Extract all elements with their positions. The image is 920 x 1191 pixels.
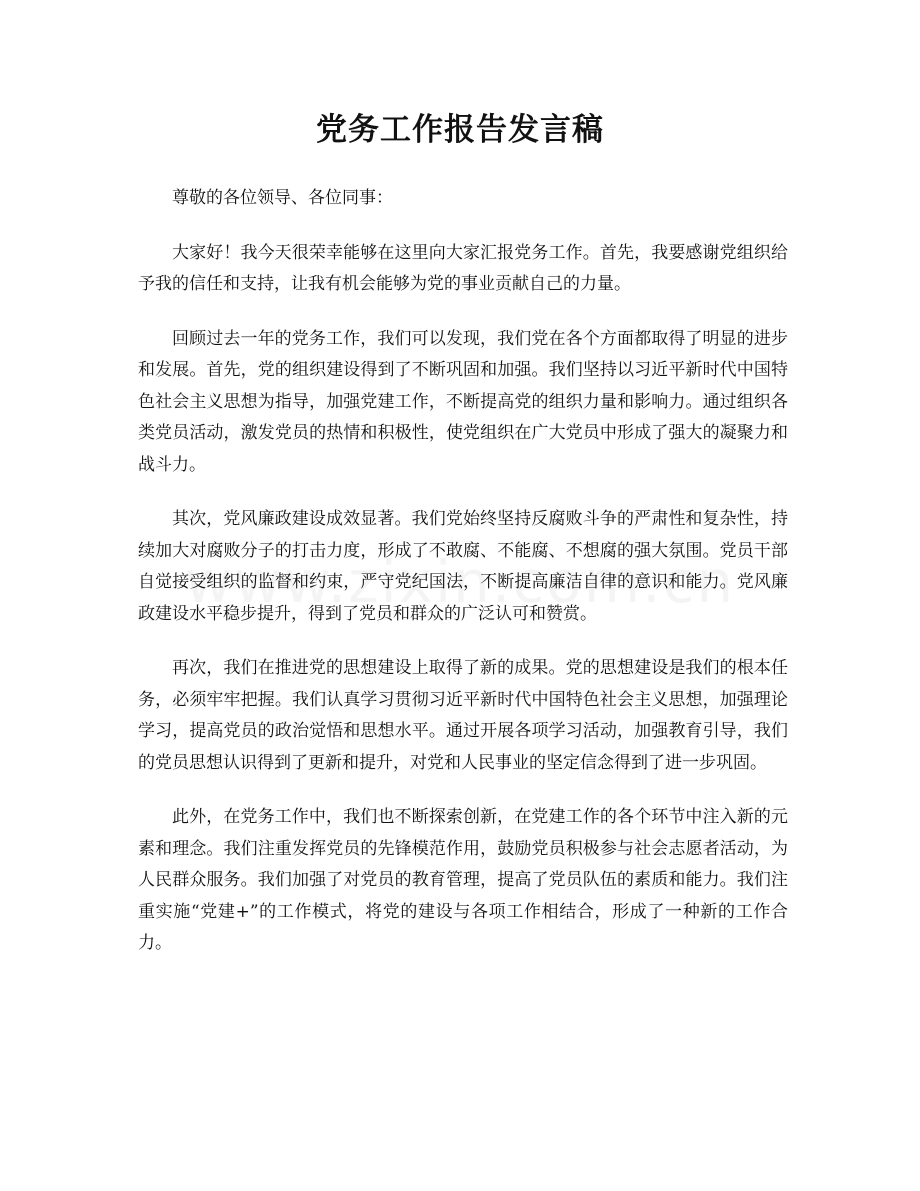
salutation-paragraph: 尊敬的各位领导、各位同事： — [172, 188, 393, 208]
page-title: 党务工作报告发言稿 — [316, 112, 604, 148]
body-paragraph: 其次，党风廉政建设成效显著。我们党始终坚持反腐败斗争的严肃性和复杂性，持续加大对腐败分子的打击力度，形成了不敢腐、不能腐、不想腐的强大氛围。党员干部自觉接受组织的监督和约束，严守党纪国法，不断提高廉洁自律的意识和能力。党风廉政建设水平稳步提升，得到了党员和群众的广泛认可和赞赏。 — [138, 509, 788, 624]
body-paragraph: 回顾过去一年的党务工作，我们可以发现，我们党在各个方面都取得了明显的进步和发展。首先，党的组织建设得到了不断巩固和加强。我们坚持以习近平新时代中国特色社会主义思想为指导，加强党建工作，不断提高党的组织力量和影响力。通过组织各类党员活动，激发党员的热情和积极性，使党组织在广大党员中形成了强大的凝聚力和战斗力。 — [138, 328, 788, 475]
body-paragraph: 再次，我们在推进党的思想建设上取得了新的成果。党的思想建设是我们的根本任务，必须牢牢把握。我们认真学习贯彻习近平新时代中国特色社会主义思想，加强理论学习，提高党员的政治觉悟和思想水平。通过开展各项学习活动，加强教育引导，我们的党员思想认识得到了更新和提升，对党和人民事业的坚定信念得到了进一步巩固。 — [138, 658, 788, 773]
body-paragraph: 大家好！我今天很荣幸能够在这里向大家汇报党务工作。首先，我要感谢党组织给予我的信任和支持，让我有机会能够为党的事业贡献自己的力量。 — [138, 242, 788, 294]
document-body — [138, 183, 788, 983]
body-paragraph: 此外，在党务工作中，我们也不断探索创新，在党建工作的各个环节中注入新的元素和理念。我们注重发挥党员的先锋模范作用，鼓励党员积极参与社会志愿者活动，为人民群众服务。我们加强了对党员的教育管理，提高了党员队伍的素质和能力。我们注重实施“党建+”的工作模式，将党的建设与各项工作相结合，形成了一种新的工作合力。 — [138, 807, 788, 953]
